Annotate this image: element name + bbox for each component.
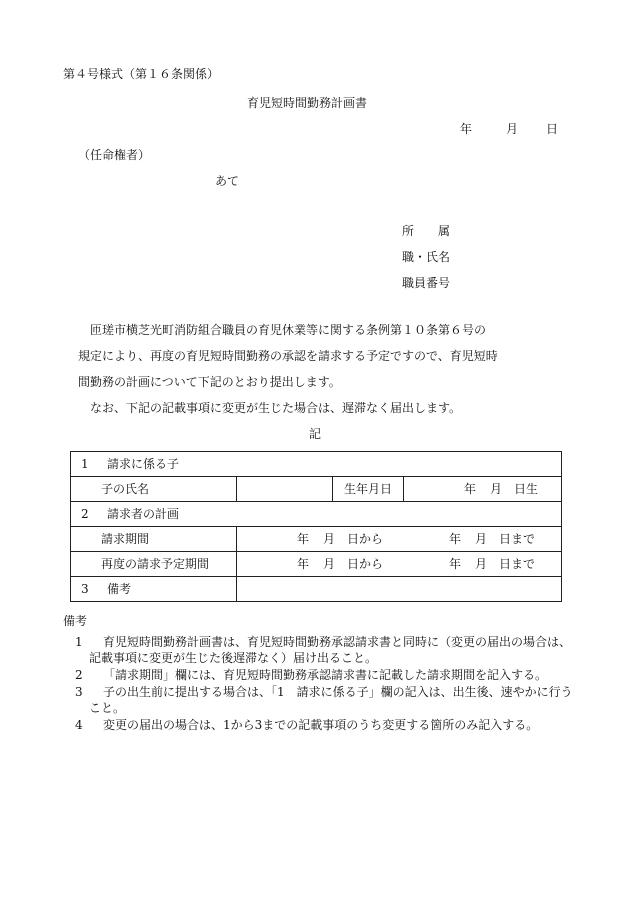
ki-heading: 記: [309, 427, 322, 441]
section-1-label: 請求に係る子: [107, 457, 180, 471]
birth-date-field[interactable]: [404, 477, 562, 502]
note-text: 「請求期間」欄には、育児短時間勤務承認請求書に記載した請求期間を記入する。: [103, 668, 548, 682]
body-paragraph-line-1: 匝瑳市横芝光町消防組合職員の育児休業等に関する条例第１０条第６号の: [90, 323, 487, 337]
child-name-field[interactable]: [237, 477, 333, 502]
note-text: 変更の届出の場合は、1から3までの記載事項のうち変更する箇所のみ記入する。: [103, 718, 539, 732]
body-paragraph-line-3: 間勤務の計画について下記のとおり提出します。: [78, 375, 341, 389]
note-number: 3: [75, 685, 83, 699]
table-row: [71, 552, 562, 577]
birth-month: 月: [490, 482, 503, 496]
addressee-label: あて: [215, 174, 240, 188]
re-from-day: 日から: [347, 557, 384, 571]
section-3-label: 備考: [107, 582, 132, 596]
re-from-month: 月: [323, 557, 336, 571]
body-paragraph-2: なお、下記の記載事項に変更が生じた場合は、遅滞なく届出します。: [90, 401, 462, 415]
date-day: 日: [546, 122, 559, 136]
appointer-label: （任命権者）: [78, 148, 151, 162]
date-year: 年: [460, 122, 473, 136]
re-request-period-field[interactable]: [237, 552, 562, 577]
section-2-number: 2: [81, 507, 89, 521]
table-row: [71, 502, 562, 527]
section-1-cell: [71, 452, 562, 477]
list-item: [75, 717, 575, 733]
remarks-field[interactable]: [237, 577, 562, 602]
notes-list: [75, 634, 575, 734]
re-from-year: 年: [297, 557, 310, 571]
form-number: 第４号様式（第１６条関係）: [63, 67, 220, 81]
section-1-number: 1: [81, 457, 89, 471]
list-item: [75, 634, 575, 666]
document-title: 育児短時間勤務計画書: [247, 96, 368, 110]
re-to-year: 年: [449, 557, 462, 571]
note-number: 1: [75, 635, 83, 649]
note-text: 子の出生前に提出する場合は、「1 請求に係る子」欄の記入は、出生後、速やかに行うこと。: [89, 685, 573, 715]
request-period-label: 請求期間: [71, 527, 237, 552]
list-item: [75, 667, 575, 683]
table-row: [71, 477, 562, 502]
to-year: 年: [449, 532, 462, 546]
list-item: [75, 684, 575, 716]
birth-day: 日生: [514, 482, 539, 496]
child-name-label: 子の氏名: [71, 477, 237, 502]
birth-date-label: 生年月日: [333, 477, 404, 502]
note-number: 2: [75, 668, 83, 682]
from-year: 年: [297, 532, 310, 546]
note-text: 育児短時間勤務計画書は、育児短時間勤務承認請求書と同時に（変更の届出の場合は、記載事項に変更が生じた後遅滞なく）届け出ること。: [89, 635, 572, 665]
table-row: [71, 452, 562, 477]
table-row: [71, 577, 562, 602]
submission-date: [460, 121, 558, 137]
table-row: [71, 527, 562, 552]
body-paragraph-line-2: 規定により、再度の育児短時間勤務の承認を請求する予定ですので、育児短時: [78, 349, 498, 363]
date-month: 月: [506, 122, 519, 136]
name-label: 職・氏名: [402, 250, 451, 264]
re-to-month: 月: [475, 557, 488, 571]
notes-heading: 備考: [63, 614, 88, 628]
to-month: 月: [475, 532, 488, 546]
section-3-cell: [71, 577, 237, 602]
from-month: 月: [323, 532, 336, 546]
section-2-label: 請求者の計画: [107, 507, 180, 521]
from-day: 日から: [347, 532, 384, 546]
section-3-number: 3: [81, 582, 89, 596]
section-2-cell: [71, 502, 562, 527]
staff-number-label: 職員番号: [402, 276, 451, 290]
re-request-period-label: 再度の請求予定期間: [71, 552, 237, 577]
affiliation-label: 所 属: [402, 224, 451, 238]
plan-table: [70, 451, 562, 602]
birth-year: 年: [464, 482, 477, 496]
re-to-day: 日まで: [499, 557, 536, 571]
request-period-field[interactable]: [237, 527, 562, 552]
note-number: 4: [75, 718, 83, 732]
to-day: 日まで: [499, 532, 536, 546]
